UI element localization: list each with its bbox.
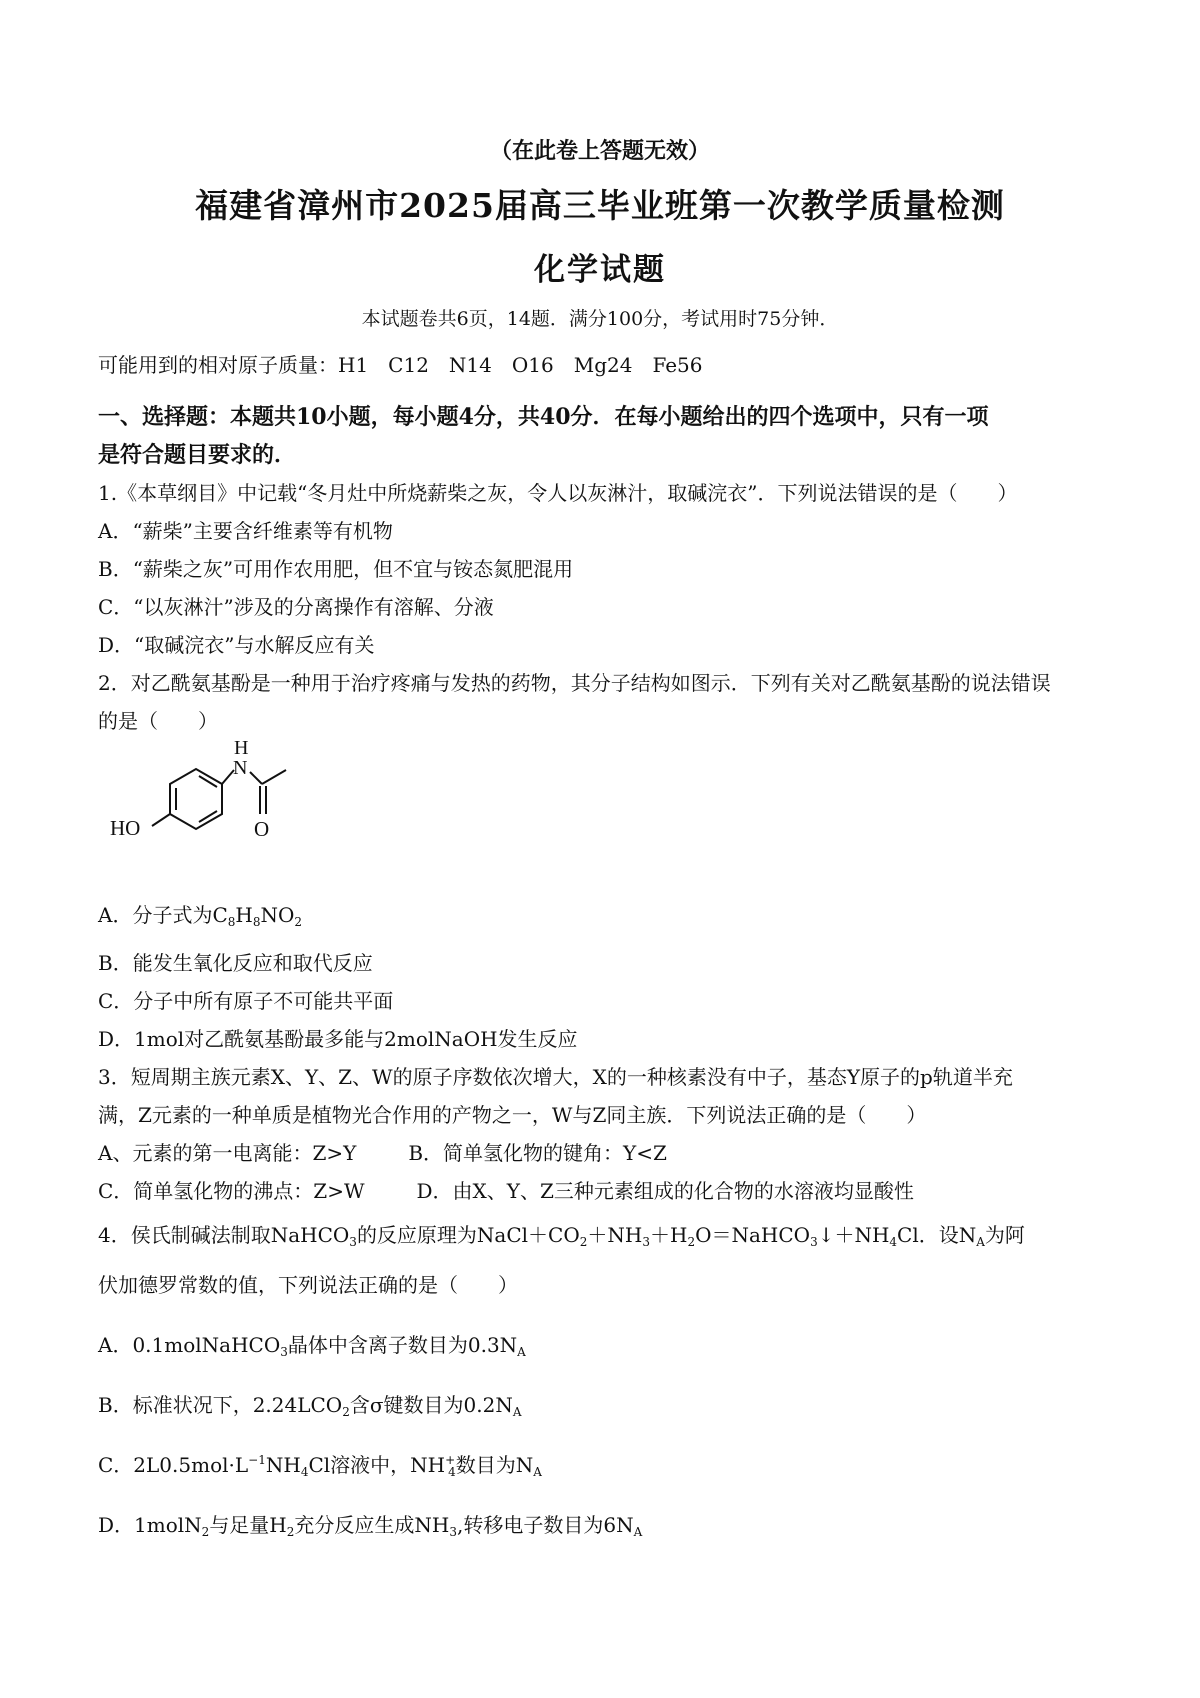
molecular-formula: $C_8H_8NO_2$ — [212, 903, 303, 929]
q3-options-cd — [98, 1178, 914, 1204]
q2-option-a-prefix: A．分子式为 — [98, 903, 213, 927]
ring-double-bond — [199, 811, 217, 822]
struct-n-label: N — [233, 757, 248, 779]
q3-option-b: B．简单氢化物的键角：Y<Z — [408, 1141, 667, 1165]
answer-invalid-notice: （在此卷上答题无效） — [489, 138, 710, 164]
q4-stem: 4．侯氏制碱法制取NaHCO$_3$的反应原理为$NaCl+CO_2+NH_3+H_2O=NaHCO_3↓+NH_4Cl$．设$N_A$为阿 — [98, 1223, 1025, 1249]
benzene-ring — [170, 769, 222, 829]
q1-stem: 1.《本草纲目》中记载“冬月灶中所烧薪柴之灰，令人以灰淋汁，取碱浣衣”．下列说法错误的是（ ） — [98, 481, 1018, 505]
q1-option-b: B．“薪柴之灰”可用作农用肥，但不宜与铵态氮肥混用 — [98, 557, 574, 581]
q3-options-ab — [98, 1140, 667, 1166]
q4-option-b: B．标准状况下，$2.24LCO_2$含σ键数目为$0.2N_A$ — [98, 1393, 522, 1419]
amide-bond — [250, 772, 262, 784]
q3-option-a: A、元素的第一电离能：Z>Y — [98, 1141, 357, 1165]
q2-option-b: B．能发生氧化反应和取代反应 — [98, 951, 373, 975]
q3-stem-cont: 满，Z元素的一种单质是植物光合作用的产物之一，W与Z同主族．下列说法正确的是（ ） — [98, 1103, 927, 1127]
q2-option-a — [98, 902, 302, 928]
atomic-masses: 可能用到的相对原子质量：H1 C12 N14 O16 Mg24 Fe56 — [98, 353, 703, 377]
q1-option-c: C．“以灰淋汁”涉及的分离操作有溶解、分液 — [98, 595, 494, 619]
struct-h-label: H — [234, 740, 249, 759]
subject-title: 化学试题 — [534, 252, 666, 288]
q2-stem: 2．对乙酰氨基酚是一种用于治疗疼痛与发热的药物，其分子结构如图示．下列有关对乙酰氨基酚的说法错误 — [98, 671, 1051, 695]
paracetamol-structure — [110, 740, 300, 850]
q1-option-a: A．“薪柴”主要含纤维素等有机物 — [98, 519, 393, 543]
methyl-bond — [262, 770, 286, 784]
section-heading-cont: 是符合题目要求的． — [98, 442, 297, 468]
exam-meta: 本试题卷共6页，14题．满分100分，考试用时75分钟． — [361, 308, 839, 330]
ho-bond — [152, 814, 170, 826]
struct-o-label: O — [254, 817, 270, 841]
q2-option-c: C．分子中所有原子不可能共平面 — [98, 989, 394, 1013]
q4-option-d: D．1molN$_2$与足量$H_2$充分反应生成$NH_3$,转移电子数目为$6N_A$ — [98, 1513, 643, 1539]
exam-title: 福建省漳州市2025届高三毕业班第一次教学质量检测 — [195, 186, 1005, 225]
q4-option-a: A．0.1molNaHCO$_3$晶体中含离子数目为$0.3N_A$ — [98, 1333, 526, 1359]
section-heading: 一、选择题：本题共10小题，每小题4分，共40分．在每小题给出的四个选项中，只有一项 — [98, 404, 989, 430]
q3-option-c: C．简单氢化物的沸点：Z>W — [98, 1179, 365, 1203]
q4-option-c: C．$2L0.5mol\cdot L^{-1}NH_4Cl$溶液中，$NH^+_4$数目为$N_A$ — [98, 1453, 542, 1479]
q4-stem-cont: 伏加德罗常数的值，下列说法正确的是（ ） — [98, 1273, 518, 1297]
ring-double-bond — [199, 776, 217, 787]
q1-option-d: D．“取碱浣衣”与水解反应有关 — [98, 633, 375, 657]
q3-option-d: D．由X、Y、Z三种元素组成的化合物的水溶液均显酸性 — [416, 1179, 914, 1203]
q2-option-d: D．1mol对乙酰氨基酚最多能与2molNaOH发生反应 — [98, 1027, 578, 1051]
struct-ho-label: HO — [110, 816, 141, 840]
q2-stem-cont: 的是（ ） — [98, 709, 218, 733]
q3-stem: 3．短周期主族元素X、Y、Z、W的原子序数依次增大，X的一种核素没有中子，基态Y原子的p轨道半充 — [98, 1065, 1013, 1089]
